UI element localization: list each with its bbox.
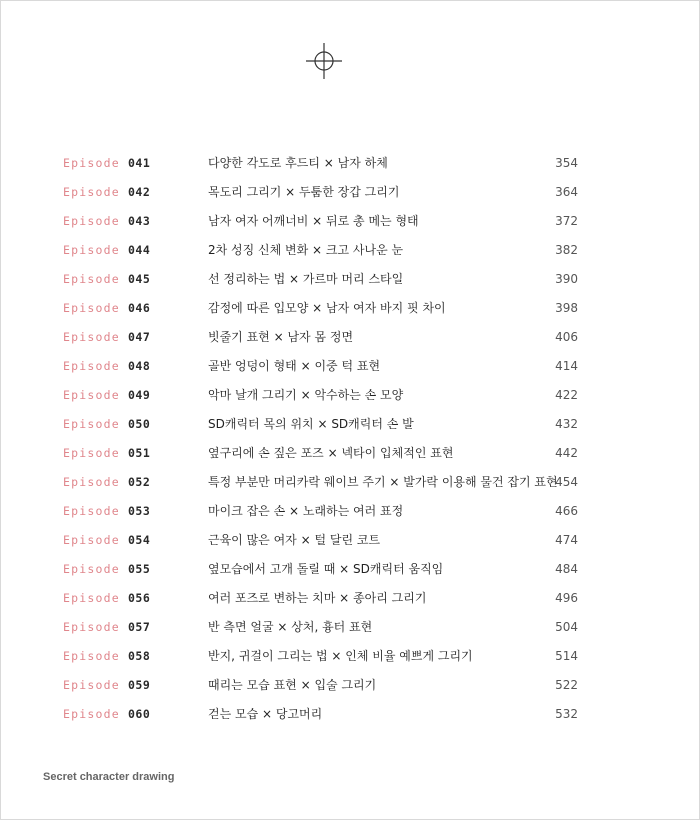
toc-entry bbox=[1, 149, 699, 178]
episode-number: 049 bbox=[128, 388, 151, 402]
page-number: 364 bbox=[555, 185, 578, 199]
episode-number: 048 bbox=[128, 359, 151, 373]
episode-number: 052 bbox=[128, 475, 151, 489]
episode-label bbox=[63, 207, 150, 236]
toc-entry bbox=[1, 265, 699, 294]
episode-title: 선 정리하는 법 × 가르마 머리 스타일 bbox=[208, 272, 404, 286]
episode-label bbox=[63, 265, 150, 294]
episode-number: 050 bbox=[128, 417, 151, 431]
episode-label bbox=[63, 381, 150, 410]
page-number: 532 bbox=[555, 707, 578, 721]
episode-label bbox=[63, 294, 150, 323]
episode-word: Episode bbox=[63, 707, 120, 721]
episode-label bbox=[63, 613, 150, 642]
episode-word: Episode bbox=[63, 678, 120, 692]
table-of-contents bbox=[1, 149, 699, 729]
toc-entry bbox=[1, 410, 699, 439]
page-number: 414 bbox=[555, 359, 578, 373]
toc-entry bbox=[1, 671, 699, 700]
episode-label bbox=[63, 671, 150, 700]
episode-number: 046 bbox=[128, 301, 151, 315]
episode-number: 053 bbox=[128, 504, 151, 518]
episode-word: Episode bbox=[63, 388, 120, 402]
episode-number: 047 bbox=[128, 330, 151, 344]
episode-title: 악마 날개 그리기 × 악수하는 손 모양 bbox=[208, 388, 404, 402]
episode-word: Episode bbox=[63, 272, 120, 286]
episode-label bbox=[63, 439, 150, 468]
episode-word: Episode bbox=[63, 359, 120, 373]
episode-title: 반지, 귀걸이 그리는 법 × 인체 비율 예쁘게 그리기 bbox=[208, 649, 473, 663]
episode-word: Episode bbox=[63, 591, 120, 605]
page-number: 442 bbox=[555, 446, 578, 460]
toc-entry bbox=[1, 468, 699, 497]
page-number: 390 bbox=[555, 272, 578, 286]
toc-entry bbox=[1, 178, 699, 207]
episode-word: Episode bbox=[63, 562, 120, 576]
episode-number: 059 bbox=[128, 678, 151, 692]
page-number: 496 bbox=[555, 591, 578, 605]
episode-title: 때리는 모습 표현 × 입술 그리기 bbox=[208, 678, 377, 692]
episode-word: Episode bbox=[63, 214, 120, 228]
page-number: 422 bbox=[555, 388, 578, 402]
episode-title: 감정에 따른 입모양 × 남자 여자 바지 핏 차이 bbox=[208, 301, 446, 315]
toc-entry bbox=[1, 526, 699, 555]
episode-title: SD캐릭터 목의 위치 × SD캐릭터 손 발 bbox=[208, 417, 414, 431]
episode-label bbox=[63, 584, 150, 613]
episode-number: 043 bbox=[128, 214, 151, 228]
episode-number: 057 bbox=[128, 620, 151, 634]
registration-mark-icon bbox=[304, 41, 344, 81]
episode-word: Episode bbox=[63, 620, 120, 634]
episode-word: Episode bbox=[63, 156, 120, 170]
episode-number: 044 bbox=[128, 243, 151, 257]
episode-number: 041 bbox=[128, 156, 151, 170]
page-number: 522 bbox=[555, 678, 578, 692]
episode-label bbox=[63, 497, 150, 526]
page-number: 432 bbox=[555, 417, 578, 431]
toc-entry bbox=[1, 700, 699, 729]
episode-title: 목도리 그리기 × 두툼한 장갑 그리기 bbox=[208, 185, 400, 199]
toc-entry bbox=[1, 439, 699, 468]
episode-number: 056 bbox=[128, 591, 151, 605]
episode-title: 옆모습에서 고개 돌릴 때 × SD캐릭터 움직임 bbox=[208, 562, 444, 576]
episode-word: Episode bbox=[63, 475, 120, 489]
page-number: 382 bbox=[555, 243, 578, 257]
episode-number: 060 bbox=[128, 707, 151, 721]
page-number: 474 bbox=[555, 533, 578, 547]
episode-label bbox=[63, 642, 150, 671]
episode-number: 051 bbox=[128, 446, 151, 460]
episode-title: 마이크 잡은 손 × 노래하는 여러 표정 bbox=[208, 504, 404, 518]
toc-entry bbox=[1, 207, 699, 236]
episode-label bbox=[63, 526, 150, 555]
page-number: 354 bbox=[555, 156, 578, 170]
episode-word: Episode bbox=[63, 533, 120, 547]
episode-title: 다양한 각도로 후드티 × 남자 하체 bbox=[208, 156, 388, 170]
episode-title: 걷는 모습 × 당고머리 bbox=[208, 707, 323, 721]
episode-number: 058 bbox=[128, 649, 151, 663]
episode-word: Episode bbox=[63, 243, 120, 257]
episode-number: 054 bbox=[128, 533, 151, 547]
episode-number: 055 bbox=[128, 562, 151, 576]
toc-entry bbox=[1, 584, 699, 613]
episode-title: 반 측면 얼굴 × 상처, 흉터 표현 bbox=[208, 620, 373, 634]
toc-entry bbox=[1, 352, 699, 381]
episode-word: Episode bbox=[63, 446, 120, 460]
page-number: 398 bbox=[555, 301, 578, 315]
page-number: 484 bbox=[555, 562, 578, 576]
episode-label bbox=[63, 700, 150, 729]
episode-title: 근육이 많은 여자 × 털 달린 코트 bbox=[208, 533, 381, 547]
episode-label bbox=[63, 323, 150, 352]
toc-entry bbox=[1, 555, 699, 584]
episode-title: 빗줄기 표현 × 남자 몸 정면 bbox=[208, 330, 354, 344]
episode-label bbox=[63, 178, 150, 207]
page-number: 504 bbox=[555, 620, 578, 634]
episode-label bbox=[63, 410, 150, 439]
episode-label bbox=[63, 468, 150, 497]
page-number: 454 bbox=[555, 475, 578, 489]
episode-label bbox=[63, 352, 150, 381]
episode-word: Episode bbox=[63, 330, 120, 344]
toc-entry bbox=[1, 642, 699, 671]
page-number: 372 bbox=[555, 214, 578, 228]
toc-entry bbox=[1, 294, 699, 323]
footer-title: Secret character drawing bbox=[43, 771, 175, 783]
episode-word: Episode bbox=[63, 649, 120, 663]
episode-label bbox=[63, 149, 150, 178]
episode-title: 옆구리에 손 짚은 포즈 × 넥타이 입체적인 표현 bbox=[208, 446, 454, 460]
toc-entry bbox=[1, 613, 699, 642]
episode-label bbox=[63, 555, 150, 584]
episode-label bbox=[63, 236, 150, 265]
page-number: 406 bbox=[555, 330, 578, 344]
episode-title: 골반 엉덩이 형태 × 이중 턱 표현 bbox=[208, 359, 381, 373]
episode-word: Episode bbox=[63, 301, 120, 315]
episode-number: 042 bbox=[128, 185, 151, 199]
episode-word: Episode bbox=[63, 417, 120, 431]
episode-title: 남자 여자 어깨너비 × 뒤로 총 메는 형태 bbox=[208, 214, 419, 228]
toc-entry bbox=[1, 381, 699, 410]
page-number: 514 bbox=[555, 649, 578, 663]
episode-word: Episode bbox=[63, 504, 120, 518]
toc-entry bbox=[1, 236, 699, 265]
episode-title: 2차 성징 신체 변화 × 크고 사나운 눈 bbox=[208, 243, 404, 257]
page-number: 466 bbox=[555, 504, 578, 518]
toc-entry bbox=[1, 497, 699, 526]
episode-title: 특정 부분만 머리카락 웨이브 주기 × 발가락 이용해 물건 잡기 표현 bbox=[208, 475, 558, 489]
episode-word: Episode bbox=[63, 185, 120, 199]
episode-number: 045 bbox=[128, 272, 151, 286]
toc-entry bbox=[1, 323, 699, 352]
episode-title: 여러 포즈로 변하는 치마 × 종아리 그리기 bbox=[208, 591, 427, 605]
